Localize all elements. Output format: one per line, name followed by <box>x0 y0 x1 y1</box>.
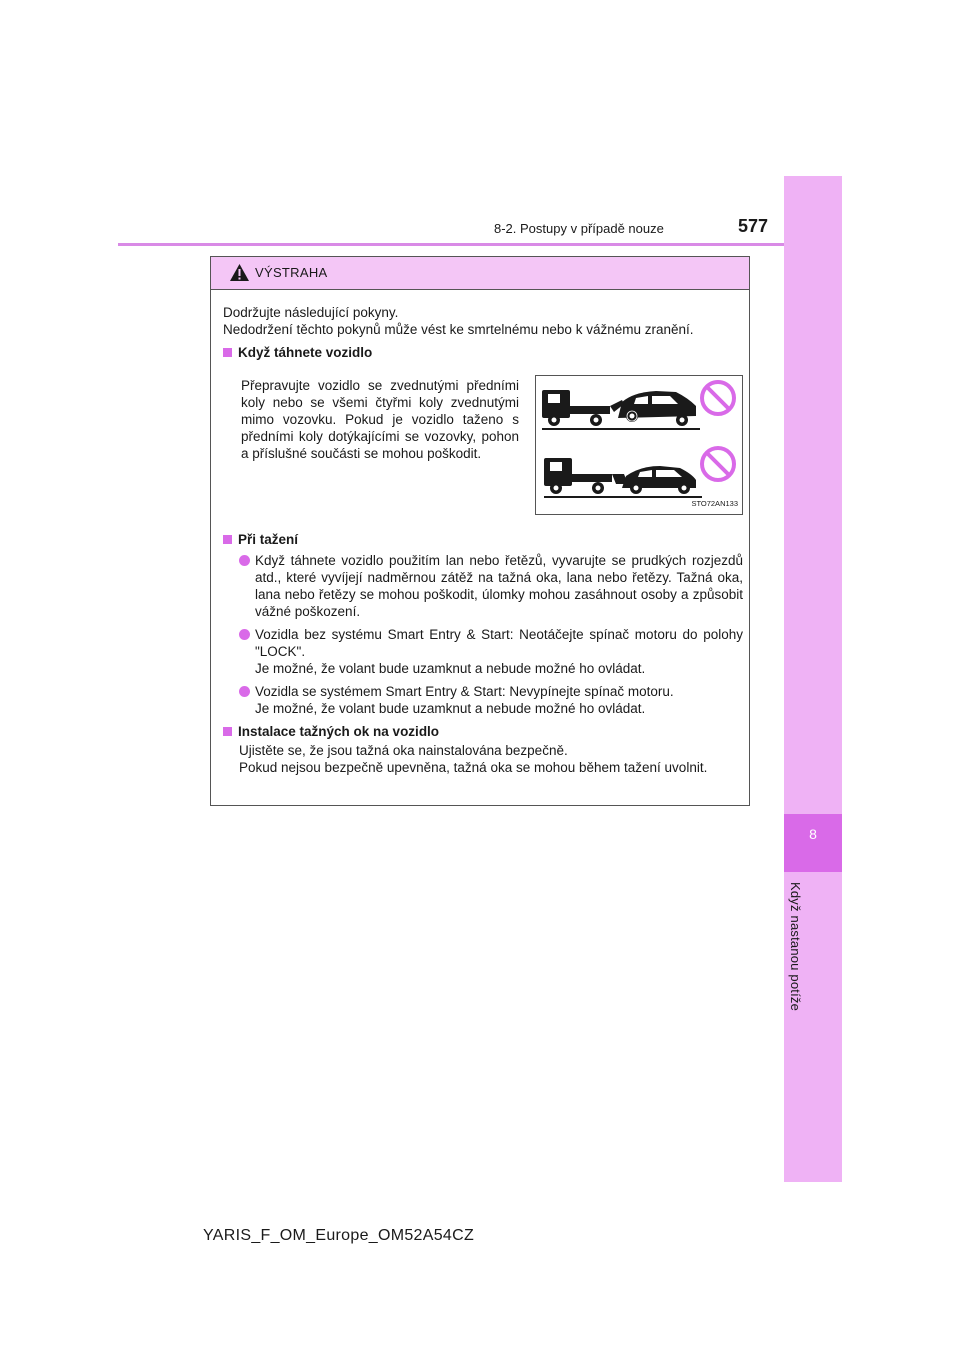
section-heading-while-towing: Při tažení <box>223 531 743 548</box>
warning-title: VÝSTRAHA <box>255 265 328 280</box>
round-bullet-icon <box>239 555 250 566</box>
section-heading-towing-vehicle: Když táhnete vozidlo <box>223 344 743 361</box>
page-number: 577 <box>738 216 769 236</box>
bullet-text: Když táhnete vozidlo použitím lan nebo řetězů, vyvarujte se prudkých rozjezdů atd., které vyvíjejí nadměrnou zátěž na tažná oka, lana nebo řetězy. Tažná oka, lana nebo řetězy se mohou poškodit, úlomky mohou zasáhnout osoby a způsobit vážné poškození. <box>255 553 743 619</box>
square-bullet-icon <box>223 727 232 736</box>
bullet-text-2: Je možné, že volant bude uzamknut a nebude možné ho ovládat. <box>255 701 646 716</box>
chapter-tab <box>784 176 842 1182</box>
prohibited-icon <box>702 382 734 414</box>
tow-eyelet-line-2: Pokud nejsou bezpečně upevněna, tažná oka se mohou během tažení uvolnit. <box>239 760 708 775</box>
round-bullet-icon <box>239 686 250 697</box>
towing-illustration <box>535 375 743 515</box>
towing-text: Přepravujte vozidlo se zvednutými předními koly nebo se všemi čtyřmi koly zvednutými mimo vozovku. Pokud je vozidlo taženo s předními koly dotýkajícími se vozovky, pohon a příslušné součásti se mohou poškodit. <box>241 378 519 461</box>
bullet-text: Vozidla bez systému Smart Entry & Start: Neotáčejte spínač motoru do polohy "LOCK". <box>255 627 743 659</box>
square-bullet-icon <box>223 348 232 357</box>
prohibited-icon <box>702 448 734 480</box>
bullet-text: Vozidla se systémem Smart Entry & Start: Nevypínejte spínač motoru. <box>255 684 674 699</box>
section-title: 8-2. Postupy v případě nouze <box>494 221 664 236</box>
chapter-tab-active[interactable] <box>784 814 842 872</box>
round-bullet-icon <box>239 629 250 640</box>
bullet-text-2: Je možné, že volant bude uzamknut a nebude možné ho ovládat. <box>255 661 646 676</box>
warning-triangle-icon <box>229 263 250 282</box>
towing-row <box>223 365 743 515</box>
towing-trucks-icon <box>536 376 742 514</box>
tow-eyelet-text <box>239 742 743 776</box>
tow-eyelet-line-1: Ujistěte se, že jsou tažná oka nainstalována bezpečně. <box>239 743 568 758</box>
bullet-item <box>239 683 743 717</box>
warning-body <box>211 290 749 776</box>
warning-intro-1: Dodržujte následující pokyny. <box>223 305 399 320</box>
bullet-item <box>239 552 743 620</box>
section-heading-tow-eyelets: Instalace tažných ok na vozidlo <box>223 723 743 740</box>
warning-intro-2: Nedodržení těchto pokynů může vést ke smrtelnému nebo k vážnému zranění. <box>223 322 694 337</box>
chapter-number: 8 <box>809 826 817 842</box>
warning-header <box>211 257 749 290</box>
square-bullet-icon <box>223 535 232 544</box>
bullet-item <box>239 626 743 677</box>
figure-code: STO72AN133 <box>691 499 738 508</box>
warning-box <box>210 256 750 806</box>
header-divider <box>118 243 784 246</box>
chapter-title: Když nastanou potíže <box>788 882 803 1012</box>
document-id: YARIS_F_OM_Europe_OM52A54CZ <box>203 1227 475 1244</box>
